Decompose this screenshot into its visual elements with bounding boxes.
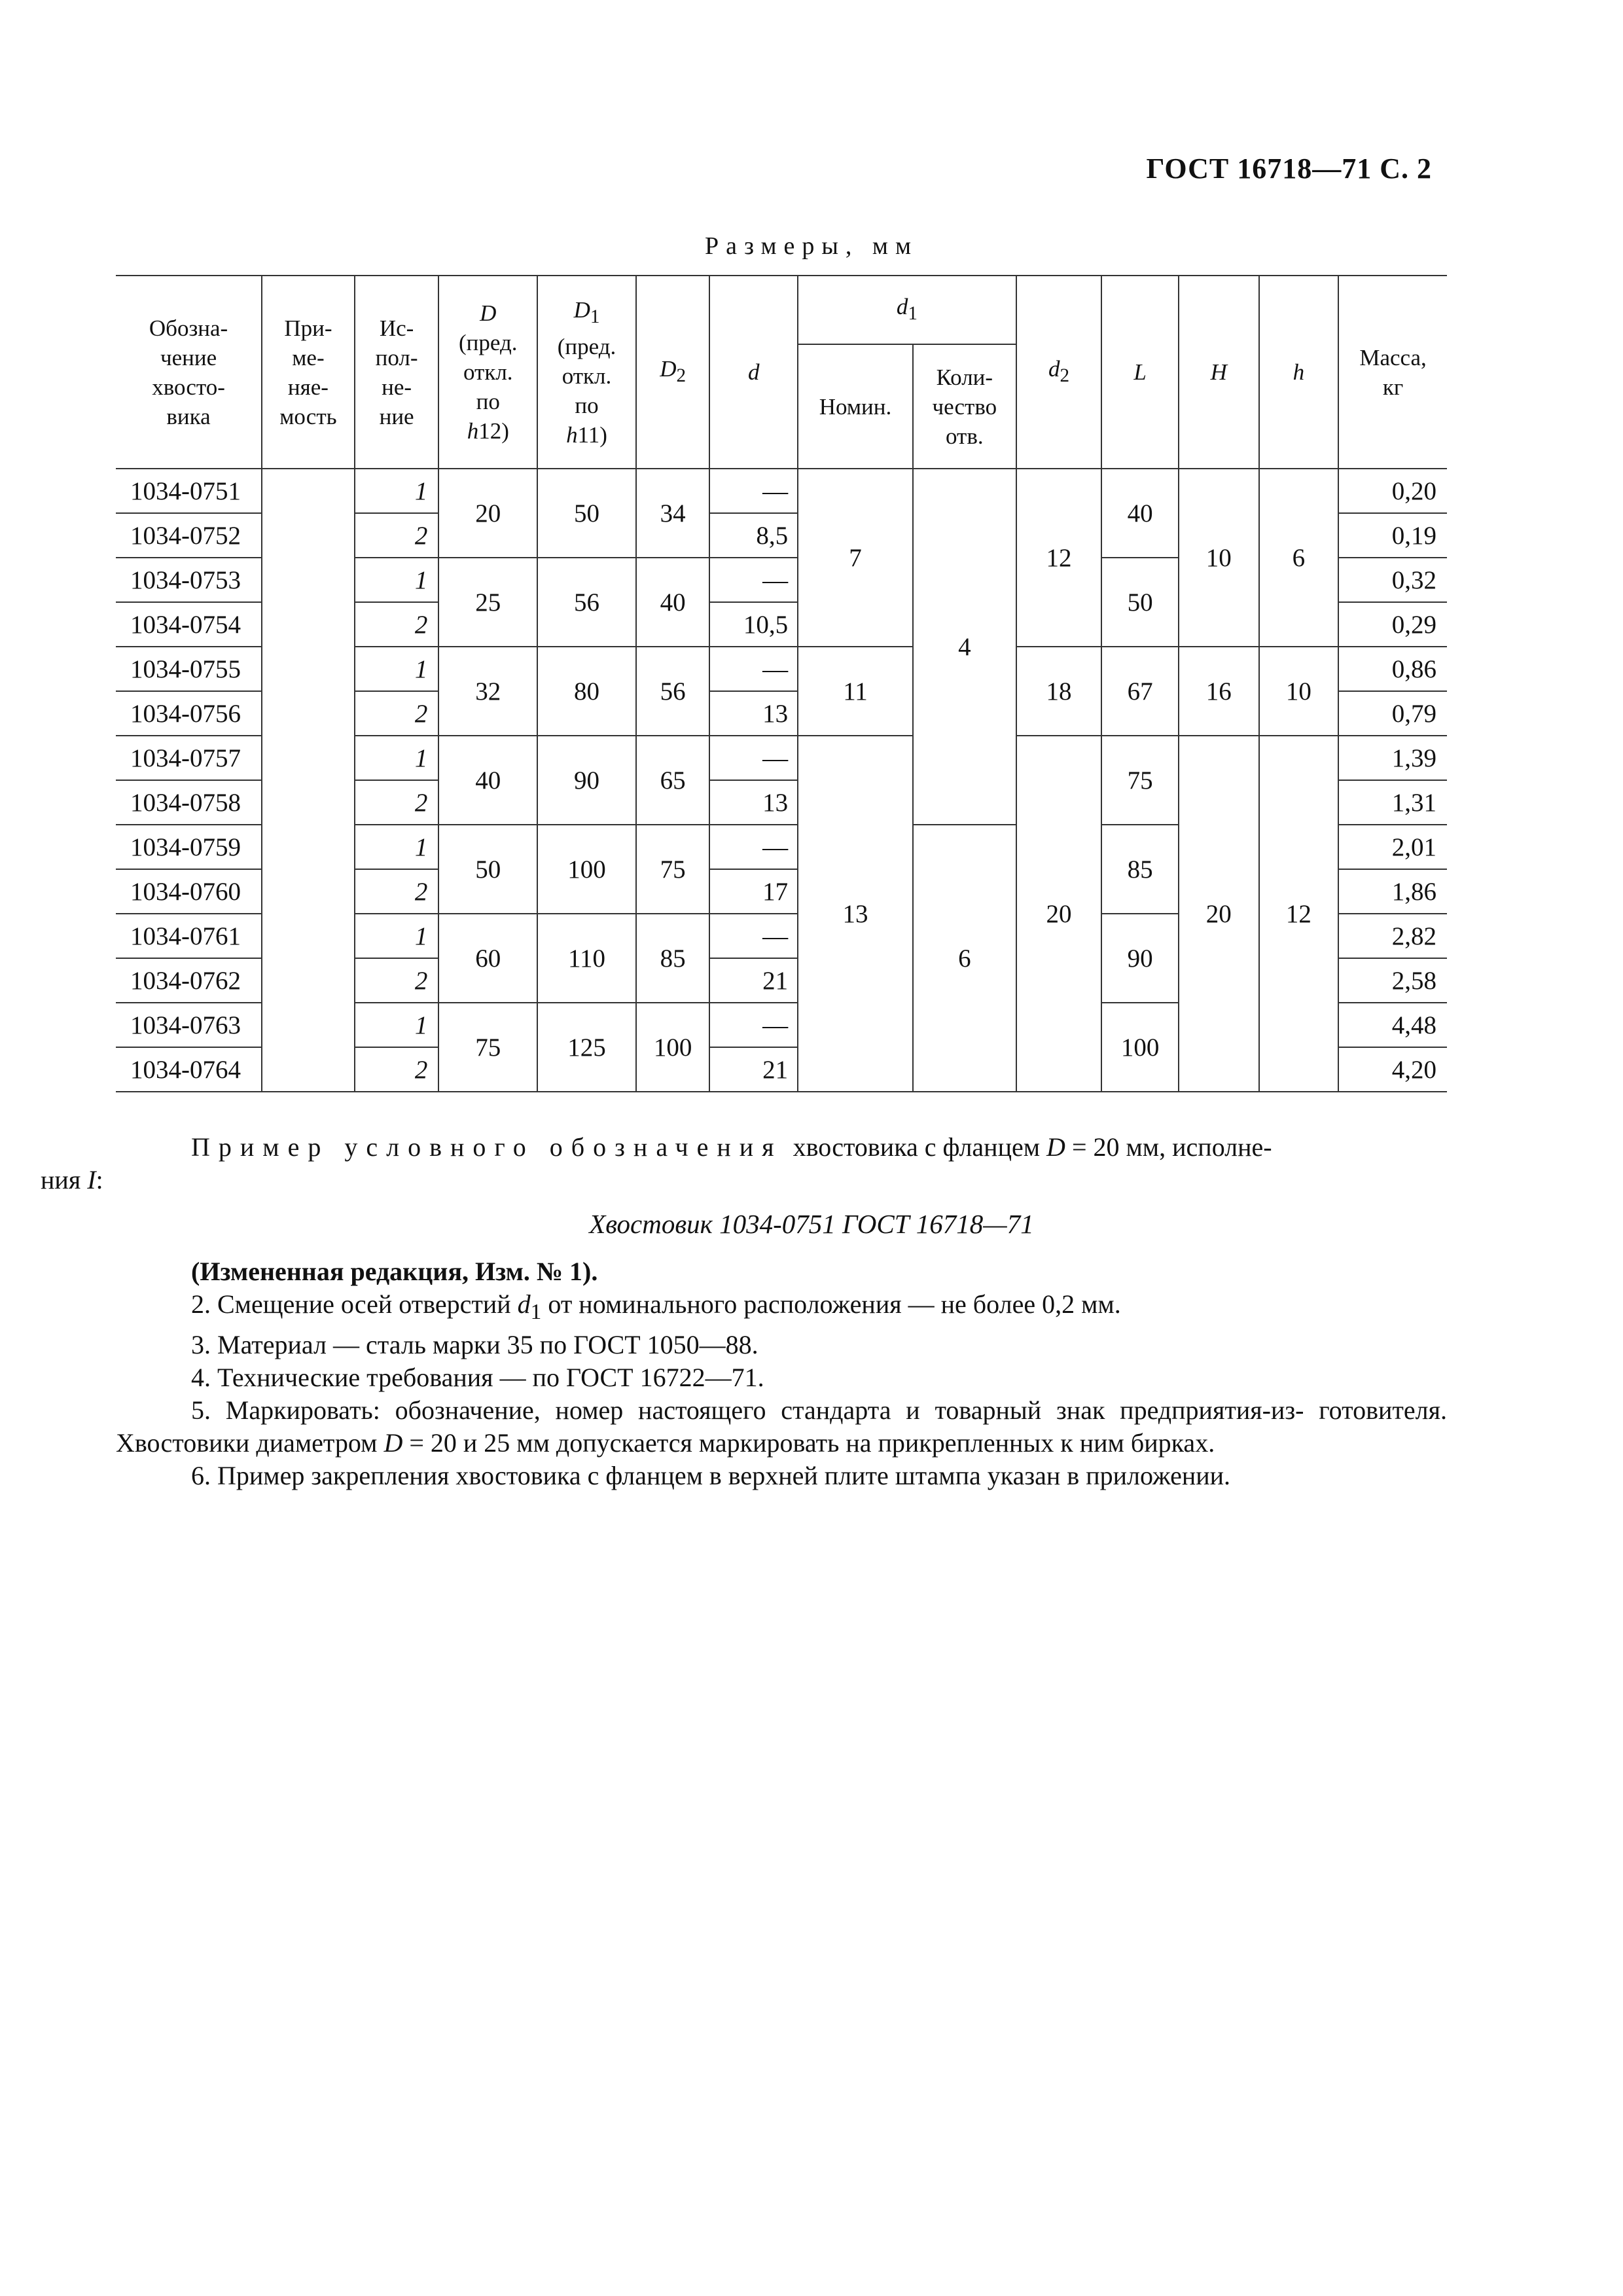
cell-d2: 20 <box>1016 736 1102 1092</box>
header-d1-count: Коли- чество отв. <box>913 344 1016 469</box>
cell-D: 40 <box>438 736 537 825</box>
cell-variant: 1 <box>355 469 439 513</box>
cell-D: 25 <box>438 558 537 647</box>
amendment-note: (Измененная редакция, Изм. № 1). <box>191 1257 598 1286</box>
cell-D1: 80 <box>537 647 636 736</box>
designation-example: Хвостовик 1034-0751 ГОСТ 16718—71 <box>589 1209 1034 1239</box>
cell-d: 8,5 <box>709 513 798 558</box>
cell-usage <box>262 469 355 1092</box>
cell-D: 75 <box>438 1003 537 1092</box>
cell-d: — <box>709 825 798 869</box>
cell-variant: 2 <box>355 691 439 736</box>
cell-mass: 2,82 <box>1338 914 1447 958</box>
cell-D1: 50 <box>537 469 636 558</box>
cell-d: — <box>709 558 798 602</box>
cell-code: 1034-0752 <box>116 513 262 558</box>
designation-example-paragraph: Пример условного обозначения хвостовика с фланцем D = 20 мм, исполне- ния I: <box>41 1132 1272 1194</box>
cell-mass: 1,39 <box>1338 736 1447 780</box>
cell-mass: 2,58 <box>1338 958 1447 1003</box>
cell-variant: 1 <box>355 825 439 869</box>
cell-variant: 1 <box>355 736 439 780</box>
cell-mass: 0,32 <box>1338 558 1447 602</box>
table-row <box>116 469 1447 513</box>
cell-mass: 4,48 <box>1338 1003 1447 1047</box>
cell-code: 1034-0763 <box>116 1003 262 1047</box>
cell-d: 21 <box>709 958 798 1003</box>
cell-d: 17 <box>709 869 798 914</box>
cell-d: — <box>709 1003 798 1047</box>
cell-code: 1034-0756 <box>116 691 262 736</box>
note-2: 2. Смещение осей отверстий $d_1$ от номинального расположения — не более 0,2 мм. <box>191 1289 1121 1324</box>
cell-h: 12 <box>1259 736 1339 1092</box>
cell-d1-count: 6 <box>913 825 1016 1092</box>
page-header: ГОСТ 16718—71 С. 2 <box>1146 152 1432 185</box>
cell-L: 85 <box>1101 825 1179 914</box>
cell-mass: 1,31 <box>1338 780 1447 825</box>
cell-variant: 2 <box>355 958 439 1003</box>
cell-d: 13 <box>709 691 798 736</box>
cell-D1: 100 <box>537 825 636 914</box>
cell-code: 1034-0760 <box>116 869 262 914</box>
notes-section <box>116 1255 1447 1492</box>
cell-code: 1034-0764 <box>116 1047 262 1092</box>
header-d1-nominal: Номин. <box>798 344 913 469</box>
header-usage: При- ме- няе- мость <box>262 276 355 469</box>
cell-d: 10,5 <box>709 602 798 647</box>
cell-mass: 0,29 <box>1338 602 1447 647</box>
dimensions-table <box>116 275 1447 1092</box>
cell-H: 20 <box>1179 736 1259 1092</box>
cell-mass: 4,20 <box>1338 1047 1447 1092</box>
cell-D2: 100 <box>636 1003 710 1092</box>
cell-variant: 1 <box>355 647 439 691</box>
table-caption: Размеры, мм <box>704 232 918 260</box>
cell-mass: 2,01 <box>1338 825 1447 869</box>
cell-D2: 56 <box>636 647 710 736</box>
note-4: 4. Технические требования — по ГОСТ 16722—71. <box>191 1363 764 1392</box>
header-D1: $D_1$ (пред. откл. по h11) <box>537 276 636 469</box>
cell-D1: 56 <box>537 558 636 647</box>
example-heading: Пример условного обозначения <box>191 1132 783 1162</box>
cell-d2: 18 <box>1016 647 1102 736</box>
header-mass: Масса, кг <box>1338 276 1447 469</box>
header-variant: Ис- пол- не- ние <box>355 276 439 469</box>
header-d2: $d_2$ <box>1016 276 1102 469</box>
cell-mass: 1,86 <box>1338 869 1447 914</box>
cell-d1-nominal: 11 <box>798 647 913 736</box>
header-h: h <box>1259 276 1339 469</box>
cell-L: 40 <box>1101 469 1179 558</box>
cell-variant: 2 <box>355 602 439 647</box>
note-5: 5. Маркировать: обозначение, номер настоящего стандарта и товарный знак предприятия-из- готовителя. Хвостовики диаметром D = 20 и 25 мм допускается маркировать на прикрепленных к ним бирках. <box>116 1395 1447 1458</box>
cell-mass: 0,79 <box>1338 691 1447 736</box>
cell-L: 75 <box>1101 736 1179 825</box>
cell-mass: 0,86 <box>1338 647 1447 691</box>
cell-d: — <box>709 914 798 958</box>
cell-variant: 1 <box>355 914 439 958</box>
cell-code: 1034-0762 <box>116 958 262 1003</box>
cell-D1: 125 <box>537 1003 636 1092</box>
note-3: 3. Материал — сталь марки 35 по ГОСТ 1050—88. <box>191 1330 758 1359</box>
cell-d: — <box>709 647 798 691</box>
cell-variant: 2 <box>355 1047 439 1092</box>
header-H: H <box>1179 276 1259 469</box>
cell-L: 100 <box>1101 1003 1179 1092</box>
cell-H: 16 <box>1179 647 1259 736</box>
cell-D: 20 <box>438 469 537 558</box>
cell-d: 21 <box>709 1047 798 1092</box>
cell-mass: 0,19 <box>1338 513 1447 558</box>
note-6: 6. Пример закрепления хвостовика с фланцем в верхней плите штампа указан в приложении. <box>191 1461 1231 1490</box>
cell-code: 1034-0758 <box>116 780 262 825</box>
cell-variant: 2 <box>355 780 439 825</box>
cell-h: 6 <box>1259 469 1339 647</box>
cell-code: 1034-0759 <box>116 825 262 869</box>
cell-mass: 0,20 <box>1338 469 1447 513</box>
cell-H: 10 <box>1179 469 1259 647</box>
cell-D2: 85 <box>636 914 710 1003</box>
header-code: Обозна- чение хвосто- вика <box>116 276 262 469</box>
cell-code: 1034-0753 <box>116 558 262 602</box>
cell-d: — <box>709 469 798 513</box>
cell-D2: 40 <box>636 558 710 647</box>
cell-D: 60 <box>438 914 537 1003</box>
header-d1: $d_1$ <box>798 276 1016 344</box>
cell-code: 1034-0751 <box>116 469 262 513</box>
cell-D1: 90 <box>537 736 636 825</box>
cell-L: 50 <box>1101 558 1179 647</box>
cell-d1-nominal: 13 <box>798 736 913 1092</box>
cell-d1-count: 4 <box>913 469 1016 825</box>
header-D: D (пред. откл. по h12) <box>438 276 537 469</box>
cell-code: 1034-0757 <box>116 736 262 780</box>
cell-variant: 1 <box>355 1003 439 1047</box>
cell-d2: 12 <box>1016 469 1102 647</box>
cell-D2: 75 <box>636 825 710 914</box>
cell-code: 1034-0755 <box>116 647 262 691</box>
cell-d: 13 <box>709 780 798 825</box>
cell-variant: 2 <box>355 869 439 914</box>
cell-variant: 2 <box>355 513 439 558</box>
header-L: L <box>1101 276 1179 469</box>
cell-code: 1034-0754 <box>116 602 262 647</box>
cell-code: 1034-0761 <box>116 914 262 958</box>
header-D2: $D_2$ <box>636 276 710 469</box>
cell-d1-nominal: 7 <box>798 469 913 647</box>
cell-variant: 1 <box>355 558 439 602</box>
cell-D2: 65 <box>636 736 710 825</box>
cell-D: 32 <box>438 647 537 736</box>
cell-h: 10 <box>1259 647 1339 736</box>
cell-L: 90 <box>1101 914 1179 1003</box>
cell-d: — <box>709 736 798 780</box>
cell-D1: 110 <box>537 914 636 1003</box>
cell-D: 50 <box>438 825 537 914</box>
header-d: d <box>709 276 798 469</box>
cell-L: 67 <box>1101 647 1179 736</box>
cell-D2: 34 <box>636 469 710 558</box>
